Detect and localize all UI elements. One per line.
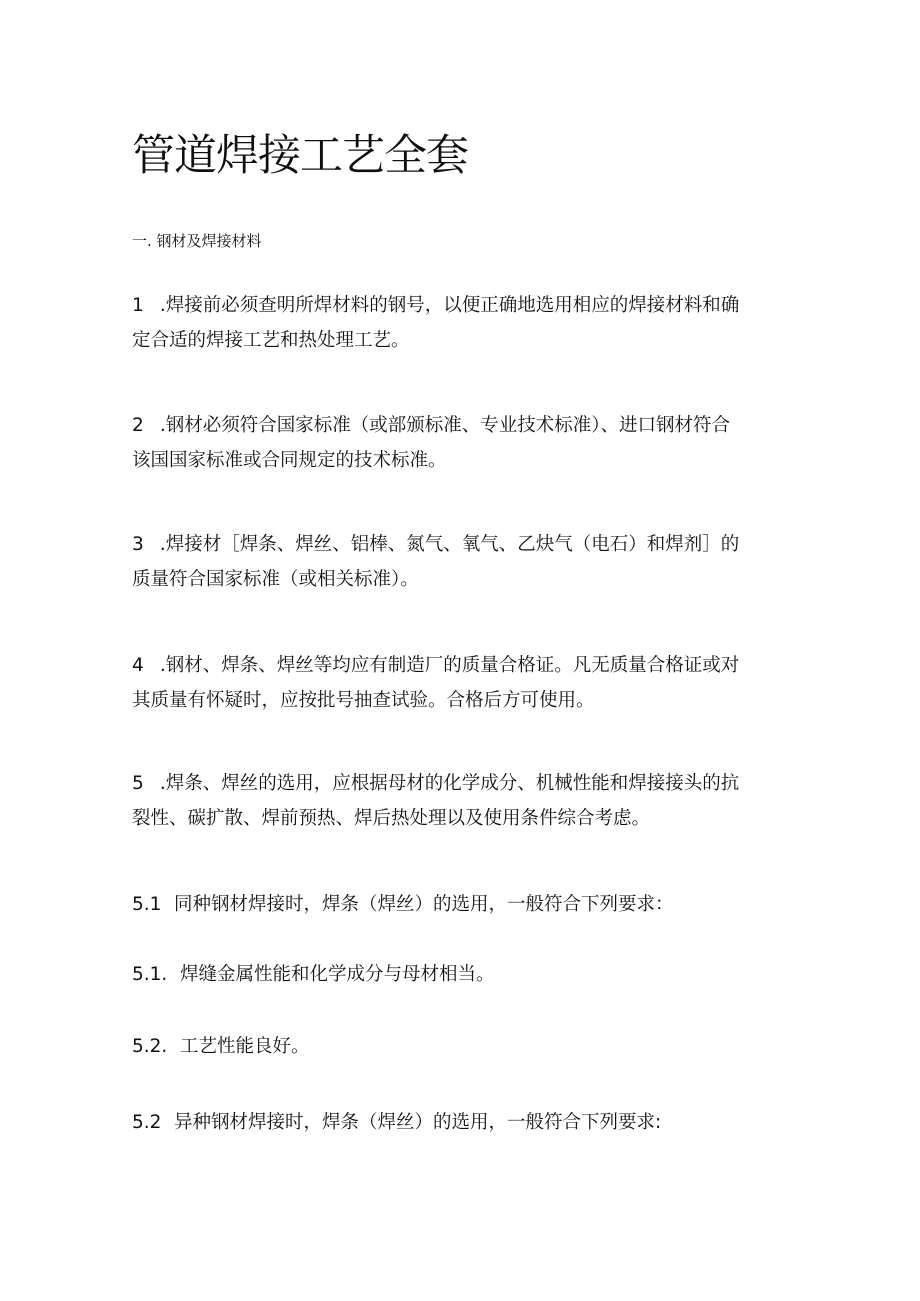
item-number: 5.1 — [132, 894, 162, 915]
document-title: 管道焊接工艺全套 — [132, 131, 468, 181]
paragraph-text: .钢材、焊条、焊丝等均应有制造厂的质量合格证。凡无质量合格证或对 — [154, 655, 740, 676]
paragraph-3-line-1 — [132, 527, 792, 562]
paragraph-number: 4 — [132, 655, 144, 676]
paragraph-5-line-2: 裂性、碳扩散、焊前预热、焊后热处理以及使用条件综合考虑。 — [132, 808, 651, 829]
item-text: 焊缝金属性能和化学成分与母材相当。 — [180, 964, 495, 985]
paragraph-number: 5 — [132, 773, 144, 794]
paragraph-5-line-1 — [132, 766, 792, 801]
paragraph-2-line-1 — [132, 408, 792, 443]
paragraph-2-line-2: 该国国家标准或合同规定的技术标准。 — [132, 450, 447, 471]
item-text: 异种钢材焊接时，焊条（焊丝）的选用，一般符合下列要求: — [174, 1112, 662, 1133]
paragraph-2 — [132, 408, 792, 478]
paragraph-text: .焊接材［焊条、焊丝、铝棒、氮气、氧气、乙炔气（电石）和焊剂］的 — [154, 534, 740, 555]
paragraph-number: 1 — [132, 295, 144, 316]
item-text: 同种钢材焊接时，焊条（焊丝）的选用，一般符合下列要求： — [174, 894, 674, 915]
paragraph-number: 2 — [132, 415, 144, 436]
paragraph-4 — [132, 648, 792, 718]
paragraph-4-line-2: 其质量有怀疑时，应按批号抽查试验。合格后方可使用。 — [132, 690, 595, 711]
paragraph-3 — [132, 527, 792, 597]
paragraph-text: .钢材必须符合国家标准（或部颁标准、专业技术标准）、进口钢材符合 — [154, 415, 731, 436]
paragraph-1 — [132, 288, 792, 358]
item-5-2-1 — [132, 1034, 310, 1060]
paragraph-1-line-2: 定合适的焊接工艺和热处理工艺。 — [132, 330, 410, 351]
item-text: 工艺性能良好。 — [180, 1036, 310, 1057]
paragraph-5 — [132, 766, 792, 836]
item-number: 5.2 — [132, 1112, 162, 1133]
section-heading: 一. 钢材及焊接材料 — [132, 232, 262, 250]
paragraph-text: .焊接前必须查明所焊材料的钢号，以便正确地选用相应的焊接材料和确 — [154, 295, 740, 316]
paragraph-3-line-2: 质量符合国家标准（或相关标准）。 — [132, 569, 419, 590]
paragraph-1-line-1 — [132, 288, 792, 323]
item-5-2 — [132, 1110, 661, 1136]
item-5-1-1 — [132, 962, 495, 988]
paragraph-number: 3 — [132, 534, 144, 555]
item-5-1 — [132, 892, 674, 918]
item-number: 5.1. — [132, 964, 168, 985]
item-number: 5.2. — [132, 1036, 168, 1057]
paragraph-text: .焊条、焊丝的选用，应根据母材的化学成分、机械性能和焊接接头的抗 — [154, 773, 740, 794]
paragraph-4-line-1 — [132, 648, 792, 683]
